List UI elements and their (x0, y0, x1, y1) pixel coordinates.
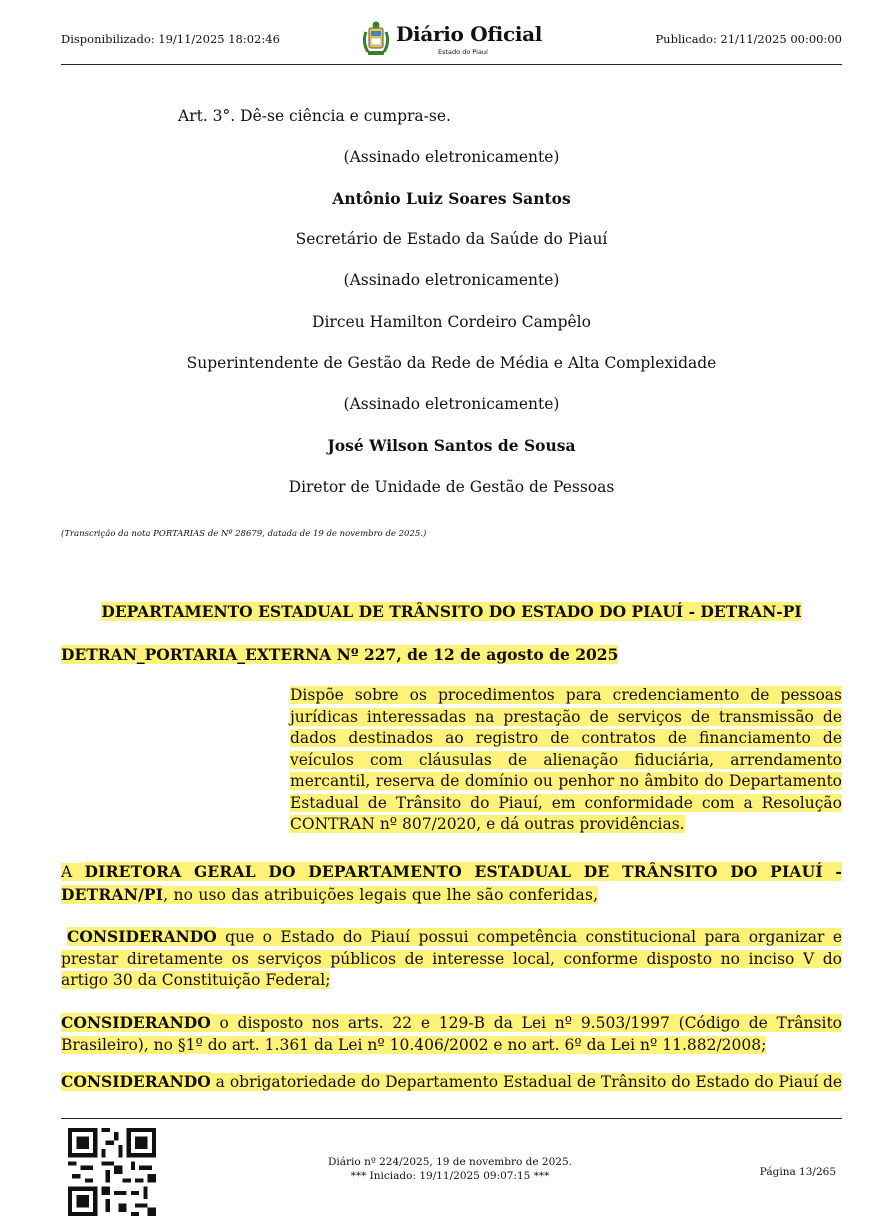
considerando-1-keyword: CONSIDERANDO (67, 927, 217, 946)
footer-started: *** Iniciado: 19/11/2025 09:07:15 *** (350, 1170, 550, 1182)
preamble-authority: DIRETORA GERAL DO DEPARTAMENTO ESTADUAL DE TRÂNSITO DO PIAUÍ - DETRAN/PI (61, 862, 843, 904)
preamble-rest: , no uso das atribuições legais que lhe são conferidas, (163, 885, 599, 904)
article-3: Art. 3°. Dê-se ciência e cumpra-se. (178, 107, 451, 125)
signature-3-role: Diretor de Unidade de Gestão de Pessoas (288, 478, 615, 496)
department-heading: DEPARTAMENTO ESTADUAL DE TRÂNSITO DO ESTADO DO PIAUÍ - DETRAN-PI (101, 602, 802, 621)
transcription-note: (Transcrição da nota PORTARIAS de Nº 28679, datada de 19 de novembro de 2025.) (61, 529, 427, 539)
signature-2-name: Dirceu Hamilton Cordeiro Campêlo (312, 313, 591, 331)
portaria-summary (290, 685, 842, 836)
signature-1-signed: (Assinado eletronicamente) (343, 148, 560, 166)
considerando-3-keyword: CONSIDERANDO (61, 1072, 211, 1091)
preamble (61, 861, 842, 906)
preamble-lead: A (61, 863, 85, 881)
available-timestamp: Disponibilizado: 19/11/2025 18:02:46 (61, 32, 280, 46)
considerando-2 (61, 1012, 842, 1056)
page-number: Página 13/265 (759, 1166, 836, 1178)
footer-divider (61, 1118, 842, 1119)
qr-code-icon (68, 1128, 156, 1216)
summary-text: Dispõe sobre os procedimentos para credenciamento de pessoas jurídicas interessadas na prestação de serviços de transmissão de dados destinados ao registro de contratos de financiamento de veículos com cláusulas de alienação fiduciária, arrendamento mercantil, reserva de domínio ou penhor no âmbito do Departamento Estadual de Trânsito do Piauí, em conformidade com a Resolução CONTRAN nº 807/2020, e dá outras providências. (290, 686, 842, 833)
diario-oficial-logo (360, 18, 543, 60)
signature-3-name: José Wilson Santos de Sousa (327, 436, 576, 455)
signature-2-role: Superintendente de Gestão da Rede de Média e Alta Complexidade (186, 354, 717, 372)
signature-2-signed: (Assinado eletronicamente) (343, 271, 560, 289)
logo-subtitle: Estado do Piauí (438, 48, 488, 56)
signature-1-role: Secretário de Estado da Saúde do Piauí (295, 230, 608, 248)
piaui-coat-of-arms-icon (360, 18, 392, 58)
considerando-3-text: a obrigatoriedade do Departamento Estadual de Trânsito do Estado do Piauí de (210, 1073, 842, 1091)
published-timestamp: Publicado: 21/11/2025 00:00:00 (655, 32, 842, 46)
considerando-3 (61, 1071, 842, 1094)
footer-issue: Diário nº 224/2025, 19 de novembro de 2025. (328, 1156, 572, 1168)
header-divider (61, 64, 842, 65)
considerando-2-keyword: CONSIDERANDO (61, 1013, 211, 1032)
considerando-1 (61, 926, 842, 992)
logo-title: Diário Oficial (396, 22, 543, 46)
signature-1-name: Antônio Luiz Soares Santos (332, 189, 571, 208)
considerando-2-text: o disposto nos arts. 22 e 129-B da Lei nº 9.503/1997 (Código de Trânsito Brasileiro), no §1º do art. 1.361 da Lei nº 10.406/2002 e no art. 6º da Lei nº 11.882/2008; (61, 1014, 842, 1054)
considerando-1-text: que o Estado do Piauí possui competência constitucional para organizar e prestar diretamente os serviços públicos de interesse local, conforme disposto no inciso V do artigo 30 da Constituição Federal; (61, 928, 842, 989)
department-heading-wrap (61, 602, 842, 621)
signature-3-signed: (Assinado eletronicamente) (343, 395, 560, 413)
portaria-title-wrap (61, 645, 618, 664)
portaria-title: DETRAN_PORTARIA_EXTERNA Nº 227, de 12 de agosto de 2025 (61, 645, 619, 664)
